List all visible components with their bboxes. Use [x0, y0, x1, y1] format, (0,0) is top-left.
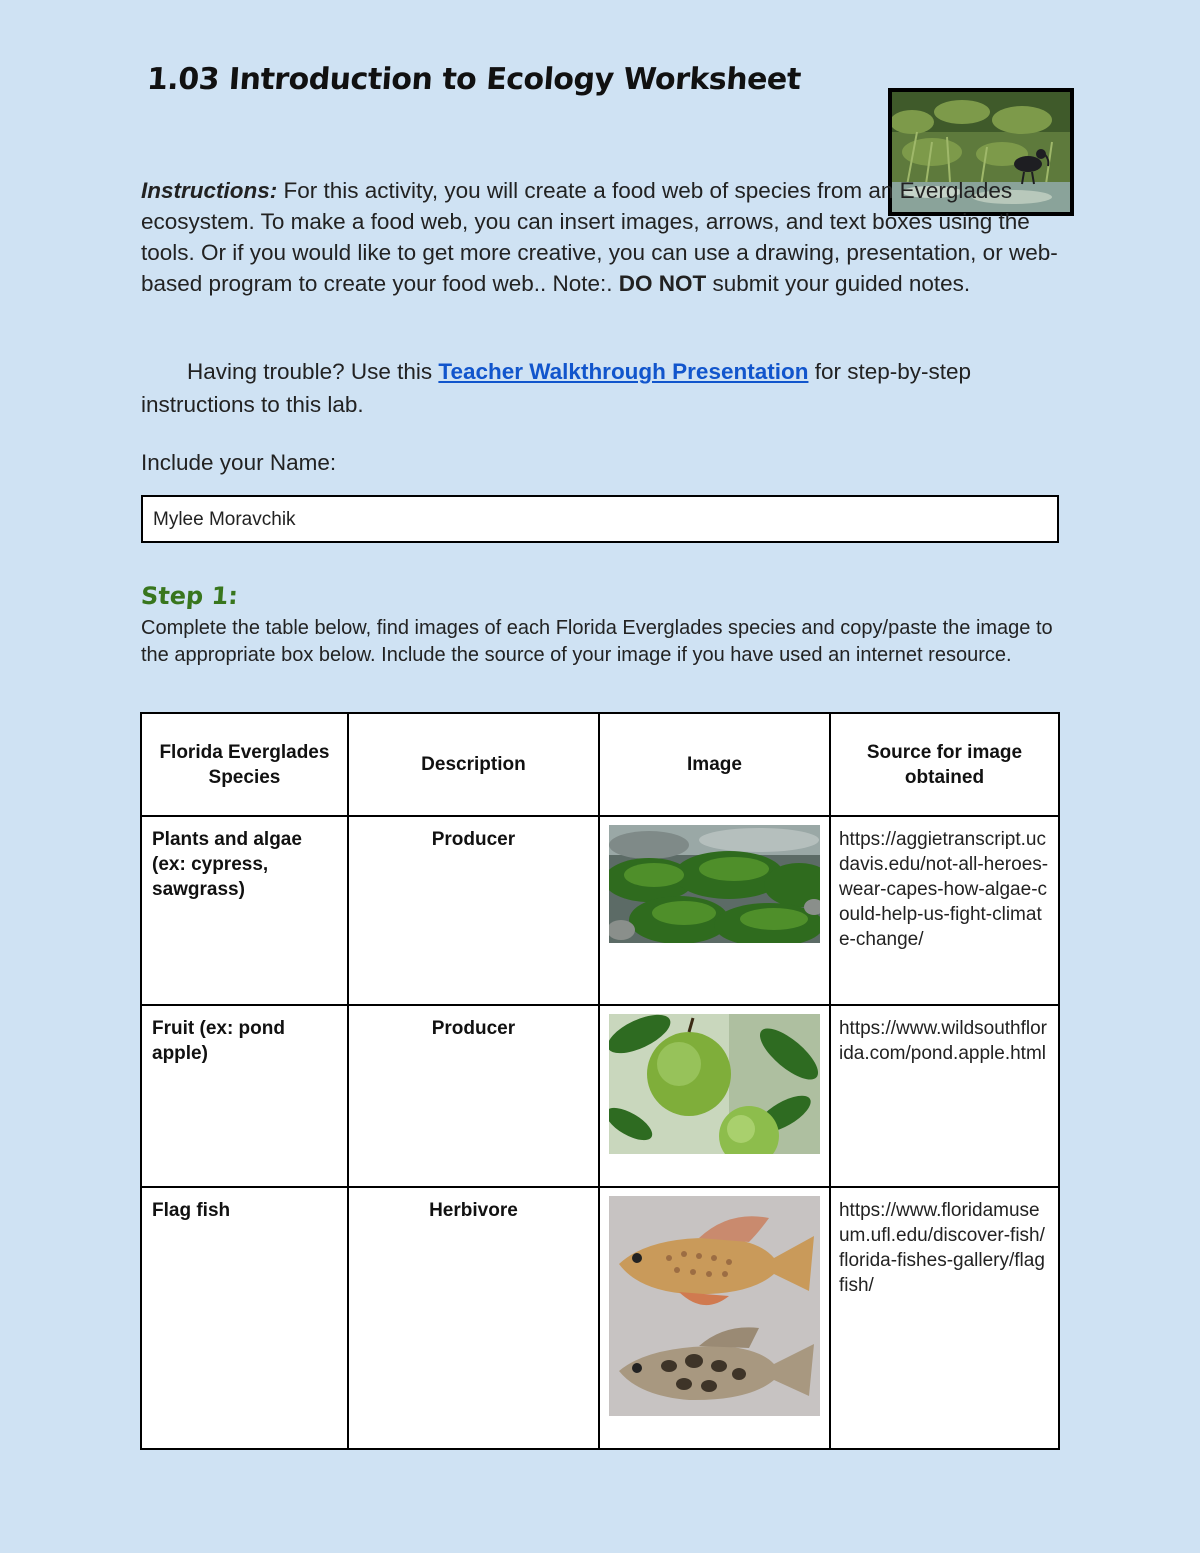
mossy-rocks-photo	[609, 825, 820, 943]
table-row	[141, 816, 1059, 1005]
header-species: Florida Everglades Species	[141, 713, 348, 816]
description-cell[interactable]: Producer	[348, 1005, 599, 1187]
header-image: Image	[599, 713, 830, 816]
image-cell[interactable]	[599, 1005, 830, 1187]
species-table	[140, 712, 1060, 1450]
name-label: Include your Name:	[141, 450, 337, 475]
image-cell[interactable]	[599, 816, 830, 1005]
help-text-after: for step-by-step instructions to this lab.	[141, 359, 972, 417]
name-field[interactable]: Mylee Moravchik	[141, 495, 1059, 543]
species-cell[interactable]: Flag fish	[141, 1187, 348, 1449]
header-description: Description	[348, 713, 599, 816]
step-1-instructions: Complete the table below, find images of each Florida Everglades species and copy/paste the image to the appropriate box below. Include the source of your image if you have used an internet resource.	[141, 617, 1053, 666]
species-cell[interactable]: Plants and algae (ex: cypress, sawgrass)	[141, 816, 348, 1005]
teacher-walkthrough-link[interactable]: Teacher Walkthrough Presentation	[438, 359, 809, 384]
source-cell[interactable]: https://www.wildsouthflorida.com/pond.apple.html	[830, 1005, 1059, 1187]
help-text-before: Having trouble? Use this	[187, 359, 439, 384]
instructions-label: Instructions:	[141, 178, 278, 203]
step-1-heading: Step 1:	[140, 582, 239, 610]
pond-apple-photo	[609, 1014, 820, 1154]
header-source: Source for image obtained	[830, 713, 1059, 816]
table-row	[141, 1187, 1059, 1449]
table-header-row	[141, 713, 1059, 816]
description-cell[interactable]: Herbivore	[348, 1187, 599, 1449]
instructions-text: For this activity, you will create a food web of species from an Everglades ecosystem. To make a food web, you can insert images, arrows, and text boxes using the tools. Or if you would like to get more creative, you can use a drawing, presentation, or web-based program to create your food web.. Note:.	[141, 178, 1058, 296]
source-cell[interactable]: https://www.floridamuseum.ufl.edu/discover-fish/florida-fishes-gallery/flagfish/	[830, 1187, 1059, 1449]
image-cell[interactable]	[599, 1187, 830, 1449]
help-paragraph	[141, 355, 1041, 421]
do-not-emphasis: DO NOT	[618, 271, 707, 296]
table-row	[141, 1005, 1059, 1187]
source-cell[interactable]: https://aggietranscript.ucdavis.edu/not-all-heroes-wear-capes-how-algae-could-help-us-fight-climate-change/	[830, 816, 1059, 1005]
flagfish-photo	[609, 1196, 820, 1416]
instructions-text-end: submit your guided notes.	[706, 271, 971, 296]
species-cell[interactable]: Fruit (ex: pond apple)	[141, 1005, 348, 1187]
description-cell[interactable]: Producer	[348, 816, 599, 1005]
instructions-paragraph	[141, 175, 1071, 299]
worksheet-title: 1.03 Introduction to Ecology Worksheet	[145, 62, 802, 97]
